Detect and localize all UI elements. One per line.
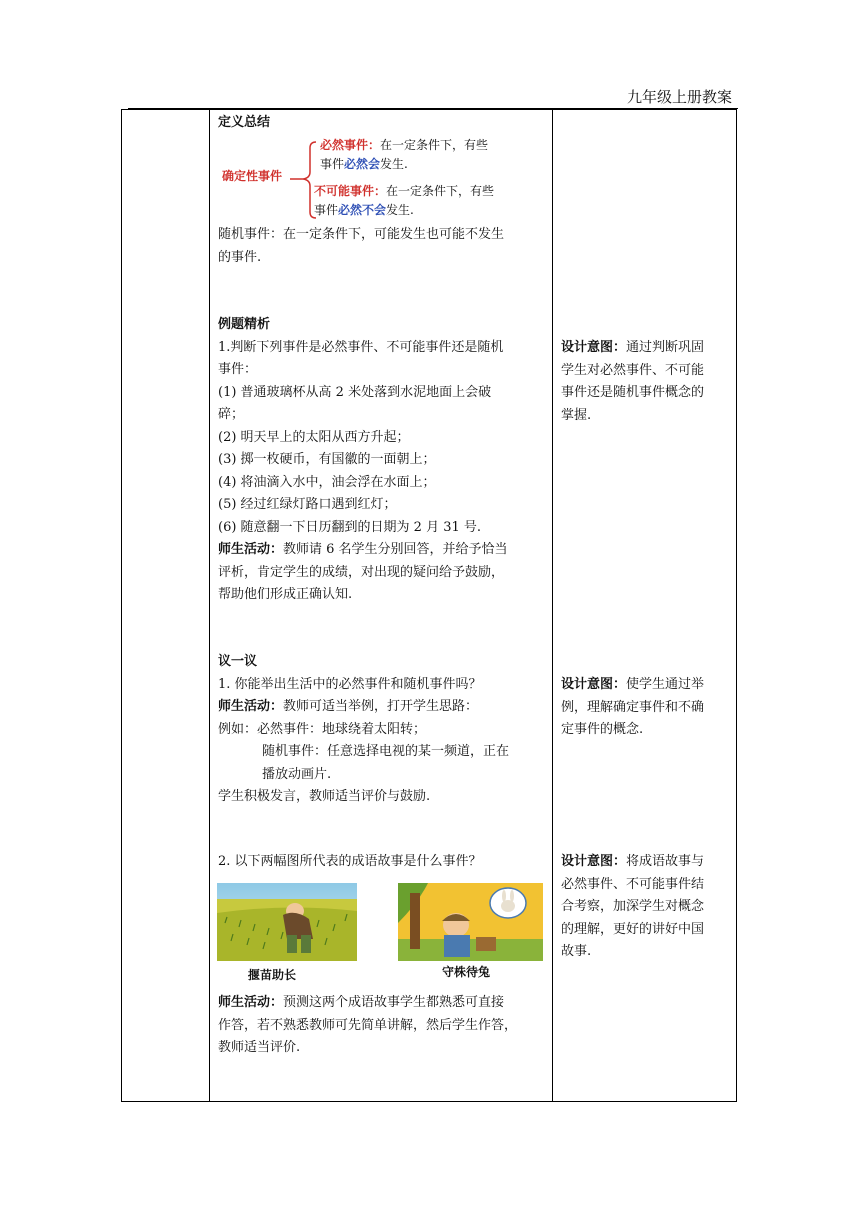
discuss-heading: 议一议: [218, 654, 258, 669]
activity-text: 教师可适当举例，打开学生思路：: [283, 699, 479, 714]
certain-event-text: 在一定条件下，有些: [380, 138, 489, 152]
discuss-summary: 学生积极发言，教师适当评价与鼓励.: [218, 789, 431, 804]
activity-text: 作答，若不熟悉教师可先简单讲解，然后学生作答，: [218, 1017, 518, 1033]
activity-text: 预测这两个成语故事学生都熟悉可直接: [283, 995, 505, 1010]
intent-text: 例，理解确定事件和不确: [561, 699, 705, 715]
impossible-event-block: [314, 182, 494, 220]
question-1-line-1: 1.判断下列事件是必然事件、不可能事件还是随机: [218, 339, 504, 355]
activity-label: 师生活动：: [218, 995, 284, 1010]
example-item: (1) 普通玻璃杯从高 2 米处落到水泥地面上会破: [218, 384, 492, 400]
certain-event-label: 必然事件：: [320, 138, 381, 152]
column-divider-right: [552, 110, 553, 1101]
intent-text: 将成语故事与: [626, 854, 705, 869]
impossible-event-text-a: 事件: [314, 203, 339, 217]
question-1-line-2: 事件：: [218, 362, 258, 377]
intent-text: 定事件的概念.: [561, 722, 644, 737]
example-line: 例如：必然事件：地球绕着太阳转；: [218, 721, 427, 737]
examples-section: [218, 314, 548, 607]
intent-text: 通过判断巩固: [626, 340, 705, 355]
intent-label: 设计意图：: [561, 677, 627, 692]
example-item: (5) 经过红绿灯路口遇到红灯；: [218, 497, 397, 512]
example-item: (3) 掷一枚硬币，有国徽的一面朝上；: [218, 452, 436, 467]
page-header-title: 九年级上册教案: [626, 88, 732, 106]
random-event-definition: [218, 224, 548, 269]
intent-text: 的理解，更好的讲好中国: [561, 921, 705, 937]
farmer-seedlings-illustration: [217, 883, 357, 961]
example-item: (4) 将油滴入水中，油会浮在水面上；: [218, 474, 436, 490]
certain-event-block: [320, 136, 488, 174]
certainty-diagram: [218, 132, 548, 224]
rabbit-stump-illustration: [398, 883, 543, 961]
impossible-event-text: 在一定条件下，有些: [386, 184, 495, 198]
examples-heading: 例题精析: [218, 317, 271, 332]
discuss-section: [218, 651, 548, 809]
examples-design-intent: [561, 337, 733, 427]
column-divider-left: [209, 110, 210, 1101]
activity-text: 教师请 6 名学生分别回答，并给予恰当: [283, 542, 508, 557]
impossible-emphasis: 必然不会: [338, 203, 387, 217]
idiom-question: 2. 以下两幅图所代表的成语故事是什么事件？: [218, 854, 482, 869]
certain-event-text-b: 发生.: [380, 157, 408, 171]
example-item: (2) 明天早上的太阳从西方升起；: [218, 429, 410, 445]
discuss-design-intent: [561, 674, 733, 742]
activity-label: 师生活动：: [218, 542, 284, 557]
certain-emphasis: 必然会: [344, 157, 381, 171]
activity-text: 帮助他们形成正确认知.: [218, 587, 353, 602]
idioms-design-intent: [561, 851, 733, 964]
activity-text: 教师适当评价.: [218, 1040, 301, 1055]
example-item: 碎；: [218, 407, 245, 422]
caption-right: 守株待兔: [442, 965, 491, 979]
caption-left: 揠苗助长: [248, 968, 297, 982]
idiom-activity: [218, 992, 548, 1060]
activity-label: 师生活动：: [218, 699, 284, 714]
intent-text: 使学生通过举: [626, 677, 705, 692]
impossible-event-text-b: 发生.: [386, 203, 414, 217]
intent-text: 合考察，加深学生对概念: [561, 899, 705, 914]
intent-text: 故事.: [561, 944, 592, 959]
diagram-root-label: 确定性事件: [222, 169, 283, 183]
idiom-picture-right: [398, 883, 543, 961]
activity-text: 评析，肯定学生的成绩，对出现的疑问给予鼓励，: [218, 564, 505, 580]
example-item: (6) 随意翻一下日历翻到的日期为 2 月 31 号.: [218, 519, 482, 535]
example-line: 随机事件：任意选择电视的某一频道，正在: [262, 744, 510, 759]
discuss-question: 1. 你能举出生活中的必然事件和随机事件吗？: [218, 676, 482, 692]
random-line-1: 随机事件：在一定条件下，可能发生也可能不发生: [218, 227, 505, 242]
impossible-event-label: 不可能事件：: [314, 184, 387, 198]
intent-text: 掌握.: [561, 407, 592, 423]
definition-heading: 定义总结: [218, 115, 271, 130]
intent-label: 设计意图：: [561, 340, 627, 355]
certain-event-text-a: 事件: [320, 157, 345, 171]
example-line: 播放动画片.: [262, 766, 332, 782]
intent-label: 设计意图：: [561, 854, 627, 869]
idiom-picture-left: [217, 883, 357, 961]
intent-text: 学生对必然事件、不可能: [561, 362, 705, 378]
random-line-2: 的事件.: [218, 249, 262, 265]
intent-text: 必然事件、不可能事件结: [561, 876, 705, 892]
intent-text: 事件还是随机事件概念的: [561, 385, 705, 400]
